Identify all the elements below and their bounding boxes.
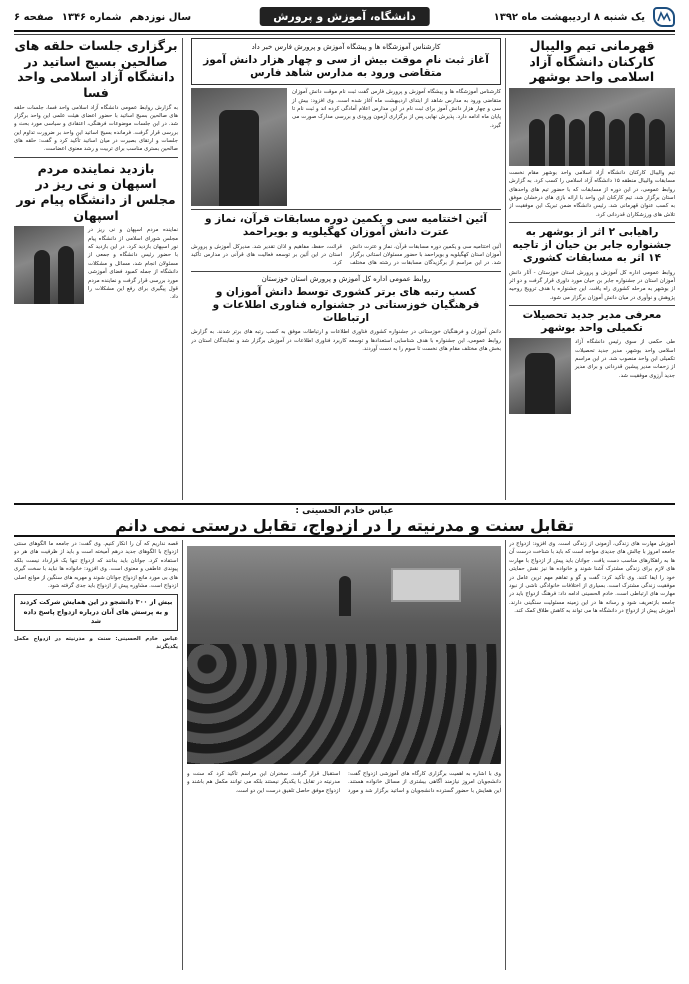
salehin-body: به گزارش روابط عمومی دانشگاه آزاد اسلامی واحد فسا، جلسات حلقه های صالحین بسیج اساتید با حضور اعضای هیئت علمی این واحد برگزار شد. در این جلسات موضوعات فرهنگی، اعتقادی و سیاسی مورد بحث و بررسی قرار گرفت. فرمانده بسیج اساتید این واحد بر ضرورت تداوم این جلسات و ارتقای بصیرت در میان اساتید تأکید کرد و گفت: حلقه های صالحین بستری مناسب برای تربیت و رشد معنوی اعضاست. <box>14 104 178 153</box>
feature-left-column <box>14 540 178 970</box>
feature-middle-column <box>187 770 501 970</box>
jaber-festival-headline: راهیابی ۲ اثر از بوشهر به جشنواره جابر بن حیان از تاجیه ۱۴ اثر به مسابقات کشوری <box>512 226 672 265</box>
shahed-body: کارشناس آموزشگاه ها و پیشگاه آموزش و پرورش فارس گفت ثبت نام موقت دانش آموزان متقاضی ورود به مدارس شاهد از ابتدای اردیبهشت ماه آغاز شده است. وی افزود: بیش از سی و چهار هزار دانش آموز برای ثبت نام در این مدارس اعلام آمادگی کرده اند و ثبت نام تا پایان ماه ادامه دارد. پذیرش نهایی پس از برگزاری آزمون ورودی و بررسی مدارک صورت می گیرد. <box>292 89 501 129</box>
header-rule <box>14 34 675 35</box>
newspaper-logo-icon <box>653 7 675 27</box>
salehin-headline: برگزاری جلسات حلقه های صالحین بسیج اساتید در دانشگاه آزاد اسلامی واحد فسا <box>14 38 178 100</box>
section-label: دانشگاه، آموزش و پرورش <box>259 7 430 26</box>
new-director-body: طی حکمی از سوی رئیس دانشگاه آزاد اسلامی واحد بوشهر، مدیر جدید تحصیلات تکمیلی این واحد منصوب شد. در این مراسم از زحمات مدیر پیشین قدردانی و برای مدیر جدید آرزوی موفقیت شد. <box>575 339 675 379</box>
volleyball-team-photo <box>509 88 675 166</box>
jaber-festival-body: روابط عمومی اداره کل آموزش و پرورش استان خوزستان - آثار دانش آموزان استان در جشنواره جابر بن حیان مورد داوری قرار گرفت و دو اثر از بوشهر به مرحله کشوری راه یافت. این جشنواره با هدف ترویج روحیه پژوهش و نوآوری در میان دانش آموزان برگزار می شود. <box>509 269 675 301</box>
feature-left-body: قصه نداریم که آن را انکار کنیم. وی گفت: در جامعه ما الگوهای سنتی ازدواج با الگوهای جدید درهم آمیخته است و باید از ظرفیت های هر دو استفاده کرد. جوانان باید بدانند که ازدواج تنها یک قرارداد نیست بلکه پیوندی عاطفی و معنوی است. وی افزود: خانواده ها نباید با سخت گیری های بی مورد مانع ازدواج جوانان شوند و مهریه های سنگین از موانع اصلی ازدواج است. مشاوره پیش از ازدواج باید جدی گرفته شود. <box>14 541 178 589</box>
left-column <box>14 38 178 500</box>
page-header <box>14 4 675 32</box>
feature-title: تقابل سنت و مدرنیته را در ازدواج، تقابل درستی نمی دانم <box>115 515 574 535</box>
middle-column <box>191 38 501 500</box>
top-section <box>14 38 675 500</box>
seminar-audience-photo <box>187 546 501 764</box>
ict-festival-body: دانش آموزان و فرهنگیان خوزستانی در جشنواره کشوری فناوری اطلاعات و ارتباطات موفق به کسب رتبه های برتر شدند. به گزارش روابط عمومی، این جشنواره با هدف شناسایی استعدادها و توسعه کاربرد فناوری اطلاعات در آموزش برگزار شد و نمایندگان استان در بخش های مختلف مقام های نخست تا سوم را به دست آوردند. <box>191 329 501 352</box>
issue-number: شماره ۱۳۴۶ <box>61 11 122 23</box>
payam-noor-visit-body: نماینده مردم اسپهان و نی ریز در مجلس شورای اسلامی از دانشگاه پیام نور اسپهان بازدید کرد. در این بازدید که با حضور رئیس دانشگاه و جمعی از مسئولان انجام شد، مسائل و مشکلات دانشگاه از جمله کمبود فضای آموزشی مورد بررسی قرار گرفت و نماینده مردم قول پیگیری برای رفع این مشکلات را داد. <box>88 227 178 301</box>
feature-middle-body: وی با اشاره به اهمیت برگزاری کارگاه های آموزشی ازدواج گفت: دانشجویان امروز نیازمند آگاهی بیشتری از مسائل خانواده هستند. این همایش با حضور گسترده دانشجویان و اساتید برگزار شد و مورد استقبال قرار گرفت. سخنران این مراسم تأکید کرد که سنت و مدرنیته در تقابل با یکدیگر نیستند بلکه می توانند مکمل هم باشند و ازدواج موفق حاصل تلفیق درست این دو است. <box>187 771 501 794</box>
volleyball-body: تیم والیبال کارکنان دانشگاه آزاد اسلامی واحد بوشهر مقام نخست مسابقات والیبال منطقه ۱۵ دانشگاه آزاد اسلامی را کسب کرد. به گزارش روابط عمومی، در این دوره از مسابقات که با حضور تیم های واحدهای استان برگزار شد، تیم کارکنان این واحد با ارائه بازی های درخشان موفق به کسب عنوان قهرمانی شد. رئیس دانشگاه ضمن تبریک این موفقیت از تلاش های ورزشکاران قدردانی کرد. <box>509 169 675 218</box>
feature-right-column <box>509 540 675 970</box>
volleyball-headline: قهرمانی تیم والیبال کارکنان دانشگاه آزاد اسلامی واحد بوشهر <box>529 38 655 85</box>
payam-noor-visit-headline: بازدید نماینده مردم اسپهان و نی ریز در مجلس از دانشگاه پیام نور اسپهان <box>16 160 176 223</box>
feature-closing: عباس خادم الحسینی: سنت و مدرنیته در ازدواج مکمل یکدیگرند <box>14 635 178 650</box>
issue-date: یک شنبه ۸ اردیبهشت ماه ۱۳۹۲ <box>493 11 645 23</box>
quran-competition-headline: آئین اختتامیه سی و یکمین دوره مسابقات قرآن، نماز و عترت دانش آموزان کهگیلویه و بویراحمد <box>204 213 488 239</box>
shahed-schools-box <box>191 38 501 85</box>
shahed-headline: آغاز ثبت نام موقت بیش از سی و چهار هزار دانش آموز متقاضی ورود به مدارس شاهد فارس <box>203 54 489 80</box>
feature-banner <box>14 503 675 537</box>
quran-competition-body: آئین اختتامیه سی و یکمین دوره مسابقات قرآن، نماز و عترت دانش آموزان استان کهگیلویه و بویراحمد با حضور مسئولان استانی برگزار شد. در این مراسم از برگزیدگان مسابقات در رشته های مختلف قرائت، حفظ، مفاهیم و اذان تقدیر شد. مدیرکل آموزش و پرورش استان در این آئین بر توسعه فعالیت های قرآنی در مدارس تأکید کرد. <box>191 243 501 267</box>
visit-photo <box>14 226 84 304</box>
official-portrait-photo <box>191 88 287 206</box>
header-right <box>494 7 675 27</box>
feature-byline: عباس خادم الحسینی : <box>295 505 394 516</box>
new-director-headline: معرفی مدیر جدید تحصیلات تکمیلی واحد بوشهر <box>522 309 662 335</box>
ict-festival-headline: کسب رتبه های برتر کشوری توسط دانش آموزان و فرهنگیان خوزستانی در جشنواره فناوری اطلاعات و ارتباطات <box>212 285 480 325</box>
ict-kicker: روابط عمومی اداره کل آموزش و پرورش استان خوزستان <box>261 274 431 283</box>
feature-highlight: بیش از ۳۰۰ دانشجو در این همایش شرکت کردند و به پرسش های آنان درباره ازدواج پاسخ داده شد <box>14 594 178 630</box>
director-portrait-photo <box>509 338 571 414</box>
year-label: سال نوزدهم <box>129 11 192 23</box>
feature-right-body: آموزش مهارت های زندگی، آزمونی از زندگی است. وی افزود: ازدواج در جامعه امروز با چالش های جدیدی مواجه است که باید با شناخت درست آن ها به راهکارهای مناسب دست یافت. جوانان باید پیش از ازدواج با مهارت های لازم برای زندگی مشترک آشنا شوند و خانواده ها نیز نقش حمایتی خود را ایفا کنند. وی تأکید کرد: گفت و گو و تفاهم مهم ترین عامل در موفقیت زندگی مشترک است. بسیاری از اختلافات خانوادگی ناشی از نبود مهارت های ارتباطی است. خادم الحسینی ادامه داد: فرهنگ ازدواج باید در جامعه بازتعریف شود و رسانه ها در این زمینه مسئولیت سنگینی دارند. آموزش پیش از ازدواج در دانشگاه ها می تواند به کاهش طلاق کمک کند. <box>509 541 675 614</box>
feature-section <box>14 540 675 970</box>
page-number: صفحه ۶ <box>14 11 54 23</box>
right-column <box>509 38 675 500</box>
shahed-kicker: کارشناس آموزشگاه ها و پیشگاه آموزش و پرورش فارس خبر داد <box>251 43 441 51</box>
header-left <box>14 12 191 23</box>
